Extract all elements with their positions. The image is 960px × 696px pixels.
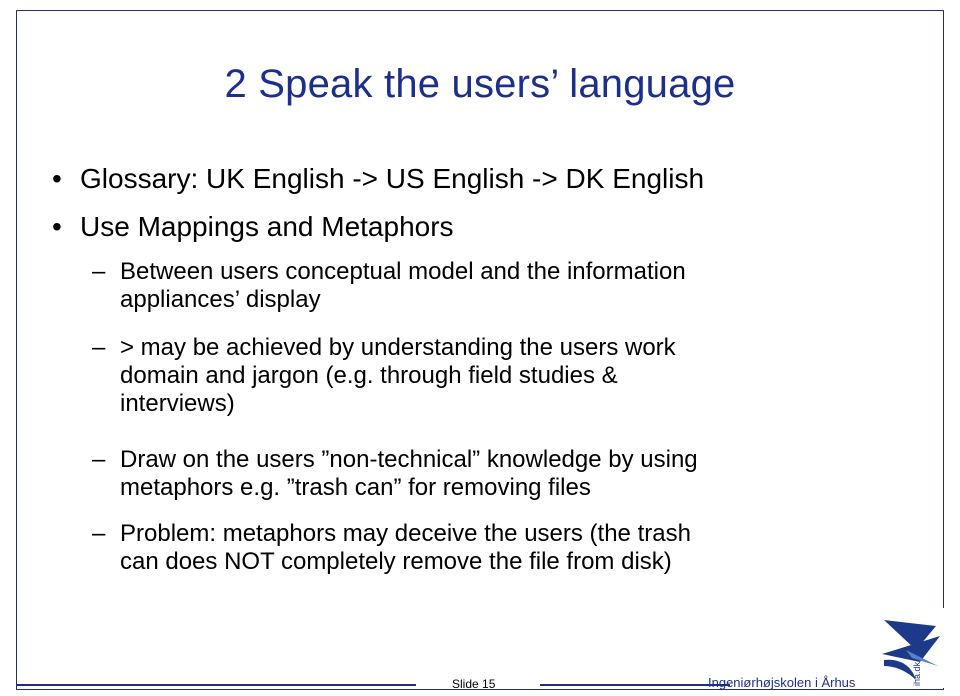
sub-item-line: can does NOT completely remove the file from disk): [120, 548, 672, 575]
bullet-item-mappings: [52, 210, 900, 244]
bullet-item-glossary: [52, 162, 900, 196]
sub-item-line: Draw on the users ”non-technical” knowledge by using: [120, 446, 698, 473]
sub-item-conceptual-model: [92, 258, 900, 314]
sub-item-line: Problem: metaphors may deceive the users (the trash: [120, 520, 691, 547]
sub-item-line: Between users conceptual model and the information: [120, 258, 686, 285]
sub-item-line: metaphors e.g. ”trash can” for removing files: [120, 474, 591, 501]
logo-text: iha.dk: [912, 661, 922, 686]
sub-item-line: > may be achieved by understanding the users work: [120, 334, 676, 361]
bullet-marker: •: [52, 163, 62, 194]
slide-number: Slide 15: [452, 677, 496, 691]
bullet-text: Use Mappings and Metaphors: [80, 211, 454, 242]
sub-item-problem: [92, 520, 900, 576]
iha-logo: [876, 606, 946, 690]
school-name: Ingeniørhøjskolen i Århus: [708, 675, 856, 690]
dash-marker: –: [92, 258, 106, 285]
dash-marker: –: [92, 334, 106, 361]
dash-marker: –: [92, 520, 106, 547]
sub-item-line: interviews): [120, 390, 235, 417]
bullet-text: Glossary: UK English -> US English -> DK English: [80, 163, 705, 194]
bullet-marker: •: [52, 211, 62, 242]
sub-item-line: appliances’ display: [120, 286, 321, 313]
dash-marker: –: [92, 446, 106, 473]
footer-divider-right: [540, 684, 730, 686]
sub-item-metaphors: [92, 446, 900, 502]
slide-title: 2 Speak the users’ language: [224, 62, 736, 106]
sub-item-jargon: [92, 334, 900, 418]
footer-divider-left: [16, 684, 416, 686]
sub-item-line: domain and jargon (e.g. through field studies &: [120, 362, 618, 389]
